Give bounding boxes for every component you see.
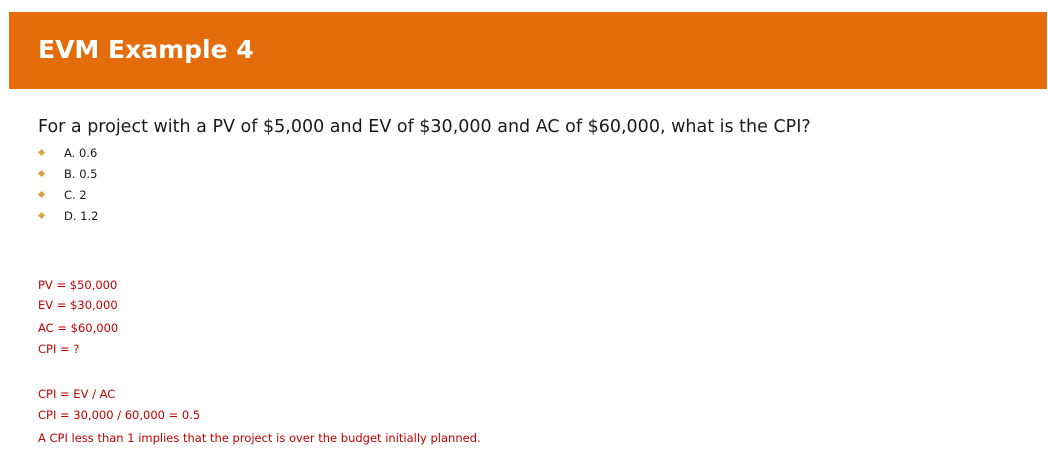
option-d-label: D. 1.2 <box>64 209 99 223</box>
slide-title: EVM Example 4 <box>38 35 254 64</box>
cpi-conclusion: A CPI less than 1 implies that the project is over the budget initially planned. <box>38 431 481 445</box>
title-bar <box>9 12 1047 89</box>
diamond-bullet-icon <box>38 170 45 177</box>
option-a-label: A. 0.6 <box>64 146 98 160</box>
given-ac: AC = $60,000 <box>38 321 119 335</box>
option-c-label: C. 2 <box>64 188 87 202</box>
given-pv: PV = $50,000 <box>38 278 118 292</box>
question-text: For a project with a PV of $5,000 and EV of $30,000 and AC of $60,000, what is the CPI? <box>38 117 811 137</box>
diamond-bullet-icon <box>38 149 45 156</box>
diamond-bullet-icon <box>38 212 45 219</box>
cpi-calculation: CPI = 30,000 / 60,000 = 0.5 <box>38 408 201 422</box>
given-cpi: CPI = ? <box>38 342 80 356</box>
cpi-formula: CPI = EV / AC <box>38 387 116 401</box>
given-ev: EV = $30,000 <box>38 298 118 312</box>
option-b-label: B. 0.5 <box>64 167 98 181</box>
diamond-bullet-icon <box>38 191 45 198</box>
